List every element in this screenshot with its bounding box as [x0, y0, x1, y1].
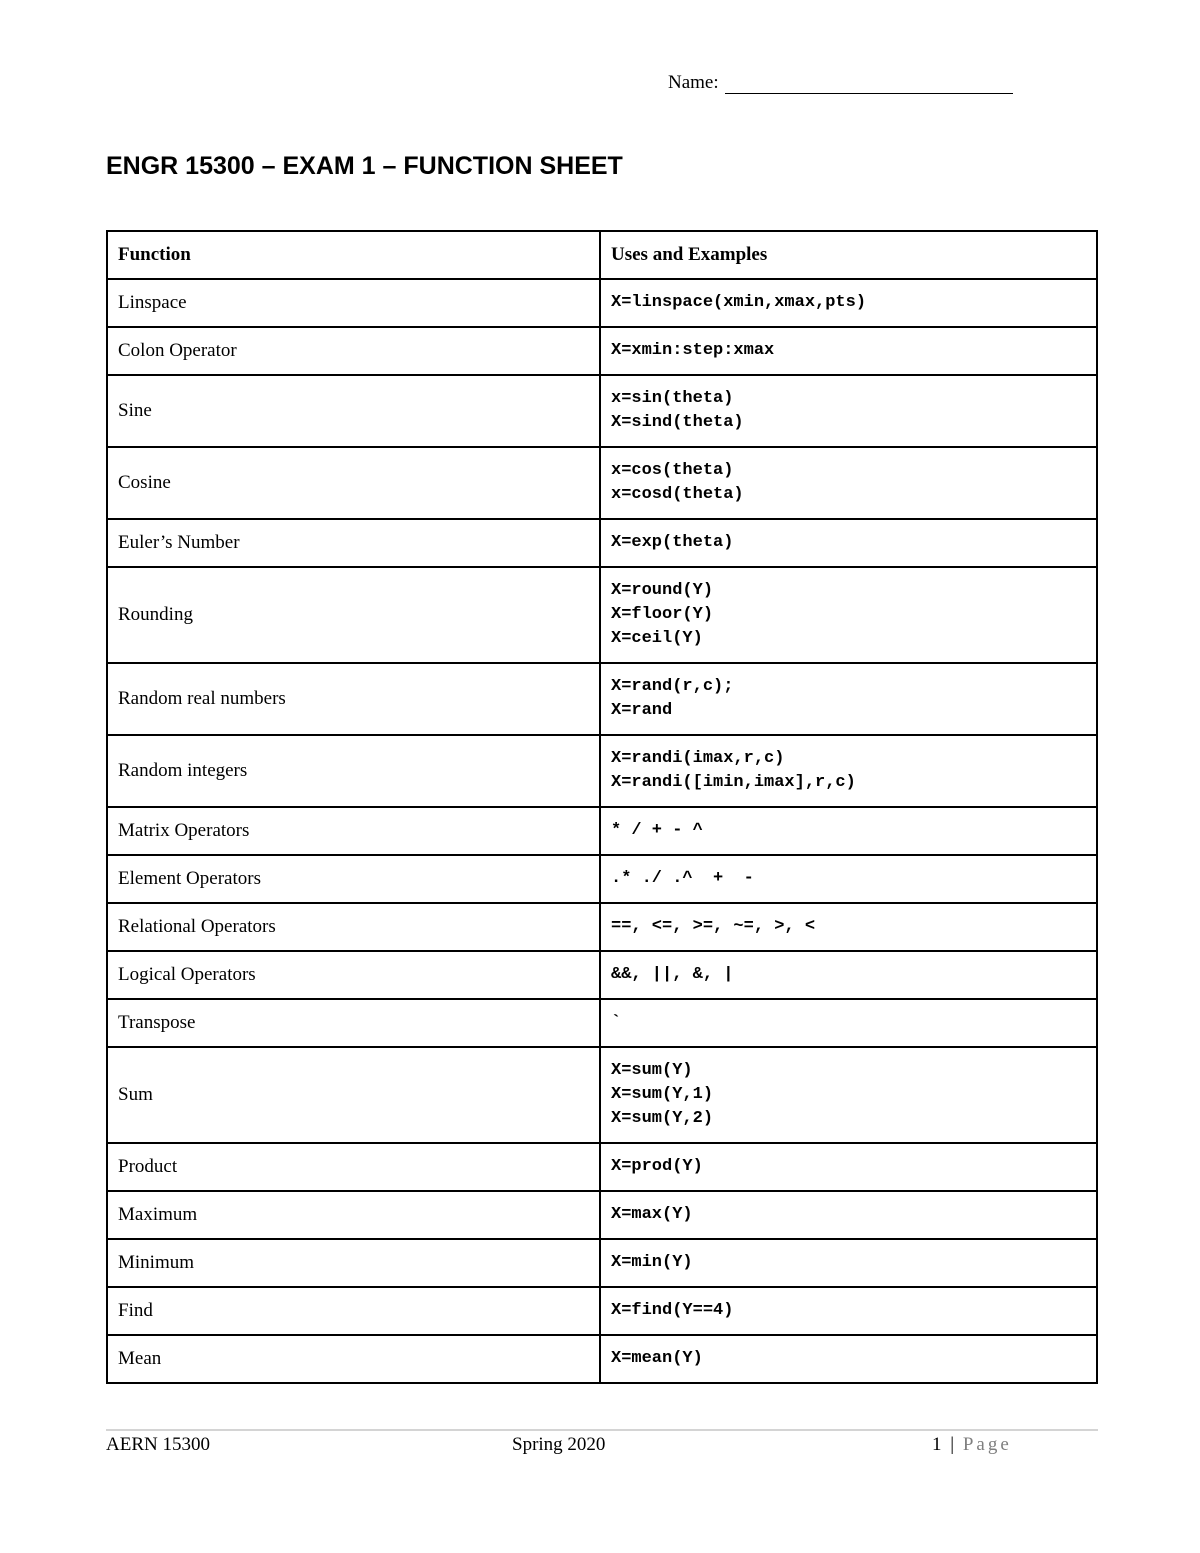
table-row: [107, 567, 1097, 663]
page-label: Page: [962, 1434, 1012, 1455]
code-example: X=linspace(xmin,xmax,pts): [611, 293, 867, 312]
function-name: Colon Operator: [107, 327, 600, 375]
column-header-examples: Uses and Examples: [600, 231, 1097, 279]
table-row: [107, 1239, 1097, 1287]
table-row: [107, 327, 1097, 375]
function-examples: [600, 903, 1097, 951]
function-examples: [600, 1143, 1097, 1191]
function-examples: [600, 1335, 1097, 1383]
table-row: [107, 1143, 1097, 1191]
code-example: X=min(Y): [611, 1253, 693, 1272]
function-examples: [600, 735, 1097, 807]
page-number: 1: [932, 1434, 942, 1455]
code-example: X=max(Y): [611, 1205, 693, 1224]
table-row: [107, 279, 1097, 327]
function-examples: [600, 663, 1097, 735]
code-example: &&, ||, &, |: [611, 965, 734, 984]
code-example: X=ceil(Y): [611, 629, 703, 648]
column-header-function: Function: [107, 231, 600, 279]
function-name: Random integers: [107, 735, 600, 807]
function-name: Euler’s Number: [107, 519, 600, 567]
code-example: x=cos(theta): [611, 461, 734, 480]
function-name: Transpose: [107, 999, 600, 1047]
code-example: X=rand(r,c);: [611, 677, 734, 696]
function-name: Find: [107, 1287, 600, 1335]
function-name: Linspace: [107, 279, 600, 327]
code-example: * / + - ^: [611, 821, 703, 840]
function-examples: [600, 807, 1097, 855]
function-name: Random real numbers: [107, 663, 600, 735]
code-example: X=round(Y): [611, 581, 714, 600]
code-example: X=find(Y==4): [611, 1301, 734, 1320]
function-name: Rounding: [107, 567, 600, 663]
function-examples: [600, 1047, 1097, 1143]
code-example: X=sum(Y,2): [611, 1109, 714, 1128]
function-examples: [600, 567, 1097, 663]
code-example: x=cosd(theta): [611, 485, 744, 504]
table-row: [107, 999, 1097, 1047]
table-row: [107, 1335, 1097, 1383]
function-name: Sine: [107, 375, 600, 447]
function-name: Matrix Operators: [107, 807, 600, 855]
function-examples: [600, 519, 1097, 567]
footer-divider: [106, 1429, 1098, 1431]
function-examples: [600, 447, 1097, 519]
name-field: [668, 72, 1013, 94]
footer-page-number: [932, 1434, 1012, 1456]
code-example: `: [611, 1013, 622, 1032]
table-row: [107, 951, 1097, 999]
name-blank-line[interactable]: [725, 73, 1013, 94]
code-example: X=randi([imin,imax],r,c): [611, 773, 856, 792]
table-header-row: [107, 231, 1097, 279]
function-examples: [600, 1287, 1097, 1335]
code-example: X=mean(Y): [611, 1349, 703, 1368]
code-example: X=sum(Y,1): [611, 1085, 714, 1104]
code-example: .* ./ .^ + -: [611, 869, 754, 888]
function-table: [106, 230, 1098, 1384]
function-name: Cosine: [107, 447, 600, 519]
page-separator: |: [950, 1434, 955, 1455]
code-example: X=floor(Y): [611, 605, 714, 624]
code-example: X=rand: [611, 701, 673, 720]
table-row: [107, 855, 1097, 903]
table-row: [107, 1047, 1097, 1143]
table-row: [107, 903, 1097, 951]
function-examples: [600, 999, 1097, 1047]
code-example: ==, <=, >=, ~=, >, <: [611, 917, 816, 936]
function-name: Maximum: [107, 1191, 600, 1239]
code-example: X=sind(theta): [611, 413, 744, 432]
table-row: [107, 375, 1097, 447]
function-examples: [600, 951, 1097, 999]
function-examples: [600, 327, 1097, 375]
function-name: Minimum: [107, 1239, 600, 1287]
table-row: [107, 663, 1097, 735]
code-example: x=sin(theta): [611, 389, 734, 408]
table-row: [107, 447, 1097, 519]
table-row: [107, 1191, 1097, 1239]
table-row: [107, 1287, 1097, 1335]
function-name: Sum: [107, 1047, 600, 1143]
code-example: X=sum(Y): [611, 1061, 693, 1080]
function-name: Element Operators: [107, 855, 600, 903]
function-name: Logical Operators: [107, 951, 600, 999]
function-name: Mean: [107, 1335, 600, 1383]
footer-term: Spring 2020: [512, 1434, 606, 1455]
name-label: Name:: [668, 72, 719, 93]
table-row: [107, 807, 1097, 855]
function-examples: [600, 1191, 1097, 1239]
code-example: X=prod(Y): [611, 1157, 703, 1176]
function-name: Product: [107, 1143, 600, 1191]
page-title: ENGR 15300 – EXAM 1 – FUNCTION SHEET: [106, 152, 623, 180]
table-row: [107, 735, 1097, 807]
function-examples: [600, 375, 1097, 447]
code-example: X=exp(theta): [611, 533, 734, 552]
code-example: X=xmin:step:xmax: [611, 341, 775, 360]
code-example: X=randi(imax,r,c): [611, 749, 785, 768]
function-examples: [600, 855, 1097, 903]
function-name: Relational Operators: [107, 903, 600, 951]
function-examples: [600, 279, 1097, 327]
function-examples: [600, 1239, 1097, 1287]
footer-course: AERN 15300: [106, 1434, 210, 1455]
table-row: [107, 519, 1097, 567]
